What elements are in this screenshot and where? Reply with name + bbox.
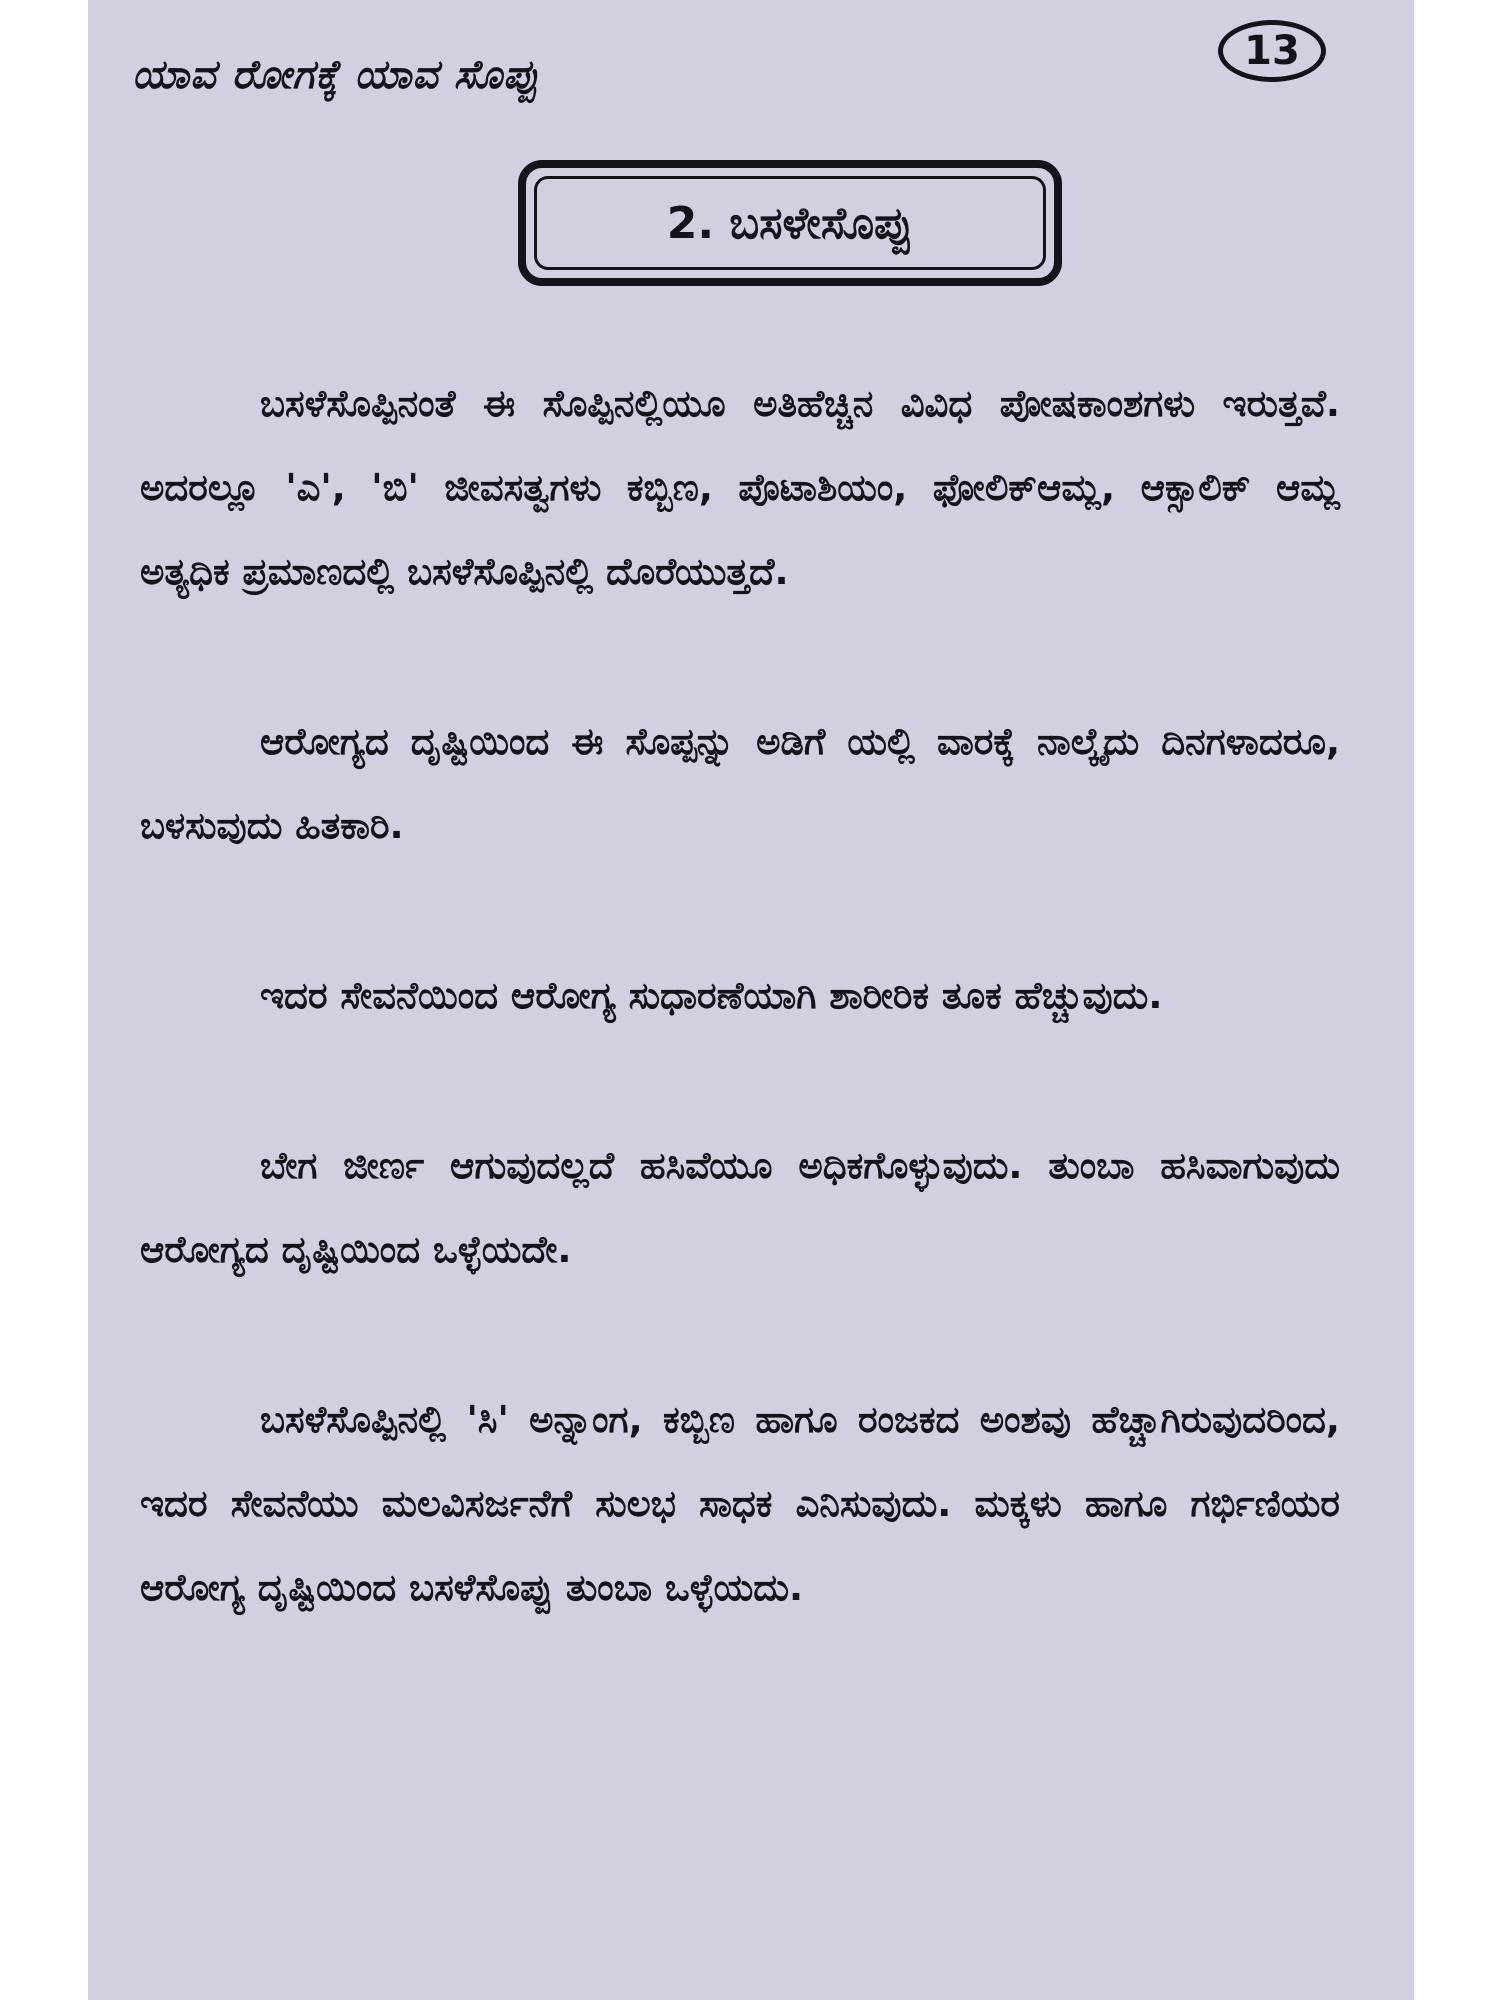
- body-text: [140, 362, 1340, 1630]
- paragraph-digestion: ಬೇಗ ಜೀರ್ಣ ಆಗುವುದಲ್ಲದೆ ಹಸಿವೆಯೂ ಅಧಿಕಗೊಳ್ಳುವುದು. ತುಂಬಾ ಹಸಿವಾಗುವುದು ಆರೋಗ್ಯದ ದೃಷ್ಟಿಯಿಂದ ಒಳ್ಳೆಯದೇ.: [140, 1144, 1340, 1271]
- page-number-badge: 13: [1218, 20, 1326, 82]
- book-page: [88, 0, 1414, 2000]
- paragraph-vitamin-c: ಬಸಳೆಸೊಪ್ಪಿನಲ್ಲಿ 'ಸಿ' ಅನ್ನಾಂಗ, ಕಬ್ಬಿಣ ಹಾಗೂ ರಂಜಕದ ಅಂಶವು ಹೆಚ್ಚಾಗಿರುವುದರಿಂದ, ಇದರ ಸೇವನೆಯು ಮಲವಿಸರ್ಜನೆಗೆ ಸುಲಭ ಸಾಧಕ ಎನಿಸುವುದು. ಮಕ್ಕಳು ಹಾಗೂ ಗರ್ಭಿಣಿಯರ ಆರೋಗ್ಯ ದೃಷ್ಟಿಯಿಂದ ಬಸಳೆಸೊಪ್ಪು ತುಂಬಾ ಒಳ್ಳೆಯದು.: [140, 1398, 1340, 1609]
- section-title-frame: [518, 160, 1062, 286]
- section-title: 2. ಬಸಳೇಸೊಪ್ಪು: [534, 176, 1046, 270]
- running-header: ಯಾವ ರೋಗಕ್ಕೆ ಯಾವ ಸೊಪ್ಪು: [132, 52, 540, 98]
- paragraph-nutrients: ಬಸಳೆಸೊಪ್ಪಿನಂತೆ ಈ ಸೊಪ್ಪಿನಲ್ಲಿಯೂ ಅತಿಹೆಚ್ಚಿನ ವಿವಿಧ ಪೋಷಕಾಂಶಗಳು ಇರುತ್ತವೆ. ಅದರಲ್ಲೂ 'ಎ', 'ಬಿ' ಜೀವಸತ್ವಗಳು ಕಬ್ಬಿಣ, ಪೊಟಾಶಿಯಂ, ಫೋಲಿಕ್‌ಆಮ್ಲ, ಆಕ್ಸಾಲಿಕ್ ಆಮ್ಲ ಅತ್ಯಧಿಕ ಪ್ರಮಾಣದಲ್ಲಿ ಬಸಳೆಸೊಪ್ಪಿನಲ್ಲಿ ದೊರೆಯುತ್ತದೆ.: [140, 382, 1340, 593]
- paragraph-weight: ಇದರ ಸೇವನೆಯಿಂದ ಆರೋಗ್ಯ ಸುಧಾರಣೆಯಾಗಿ ಶಾರೀರಿಕ ತೂಕ ಹೆಚ್ಚುವುದು.: [260, 974, 1163, 1017]
- paragraph-usage: ಆರೋಗ್ಯದ ದೃಷ್ಟಿಯಿಂದ ಈ ಸೊಪ್ಪನ್ನು ಅಡಿಗೆ ಯಲ್ಲಿ ವಾರಕ್ಕೆ ನಾಲ್ಕೈದು ದಿನಗಳಾದರೂ, ಬಳಸುವುದು ಹಿತಕಾರಿ.: [140, 720, 1340, 847]
